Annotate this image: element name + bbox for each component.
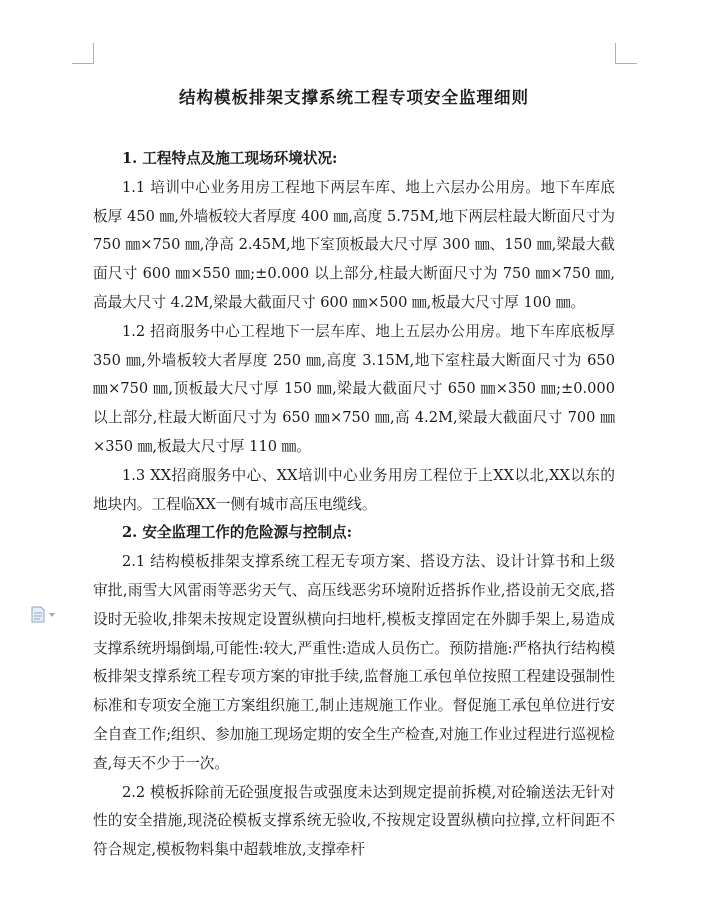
paragraph-1-2: 1.2 招商服务中心工程地下一层车库、地上五层办公用房。地下车库底板厚 350 ㎜,外墙板较大者厚度 250 ㎜,高度 3.15M,地下室柱最大断面尺寸为 650 ㎜×750 ㎜,顶板最大尺寸厚 150 ㎜,梁最大截面尺寸 650 ㎜×350 ㎜;±0.000 以上部分,柱最大断面尺寸为 650 ㎜×750 ㎜,高 4.2M,梁最大截面尺寸 700 ㎜×350 ㎜,板最大尺寸厚 110 ㎜。 bbox=[93, 322, 615, 455]
paragraph-1-3: 1.3 XX招商服务中心、XX培训中心业务用房工程位于上XX以北,XX以东的地块内。工程临XX一侧有城市高压电缆线。 bbox=[93, 466, 615, 513]
paragraph-2-1: 2.1 结构模板排架支撑系统工程无专项方案、搭设方法、设计计算书和上级审批,雨雪大风雷雨等恶劣天气、高压线恶劣环境附近搭拆作业,搭设前无交底,搭设时无验收,排架未按规定设置纵横向扫地杆,模板支撑固定在外脚手架上,易造成支撑系统坍塌倒塌,可能性:较大,严重性:造成人员伤亡。预防措施:严格执行结构模板排架支撑系统工程专项方案的审批手续,监督施工承包单位按照工程建设强制性标准和专项安全施工方案组织施工,制止违规施工作业。督促施工承包单位进行安全自查工作;组织、参加施工现场定期的安全生产检查,对施工作业过程进行巡视检查,每天不少于一次。 bbox=[93, 553, 615, 772]
document-body bbox=[93, 145, 615, 865]
page-corner-mark-top-right-horizontal bbox=[615, 63, 637, 64]
section-1-heading: 1. 工程特点及施工现场环境状况: bbox=[122, 150, 338, 167]
document-title: 结构模板排架支撑系统工程专项安全监理细则 bbox=[179, 88, 529, 107]
page-corner-mark-top-left-vertical bbox=[93, 43, 94, 64]
page-corner-mark-top-left-horizontal bbox=[72, 63, 94, 64]
page-corner-mark-top-right-vertical bbox=[615, 43, 616, 64]
paragraph-2-2: 2.2 模板拆除前无砼强度报告或强度未达到规定提前拆模,对砼输送法无针对性的安全措施,现浇砼模板支撑系统无验收,不按规定设置纵横向拉撑,立杆间距不符合规定,模板物料集中超载堆放,支撑牵杆 bbox=[93, 783, 615, 859]
section-2-heading: 2. 安全监理工作的危险源与控制点: bbox=[122, 524, 353, 542]
paragraph-options-icon[interactable] bbox=[31, 606, 57, 624]
paragraph-1-1: 1.1 培训中心业务用房工程地下两层车库、地上六层办公用房。地下车库底板厚 450 ㎜,外墙板较大者厚度 400 ㎜,高度 5.75M,地下两层柱最大断面尺寸为 750 ㎜×750 ㎜,净高 2.45M,地下室顶板最大尺寸厚 300 ㎜、150 ㎜,梁最大截面尺寸 600 ㎜×550 ㎜;±0.000 以上部分,柱最大断面尺寸为 750 ㎜×750 ㎜,高最大尺寸 4.2M,梁最大截面尺寸 600 ㎜×500 ㎜,板最大尺寸厚 100 ㎜。 bbox=[93, 178, 615, 311]
